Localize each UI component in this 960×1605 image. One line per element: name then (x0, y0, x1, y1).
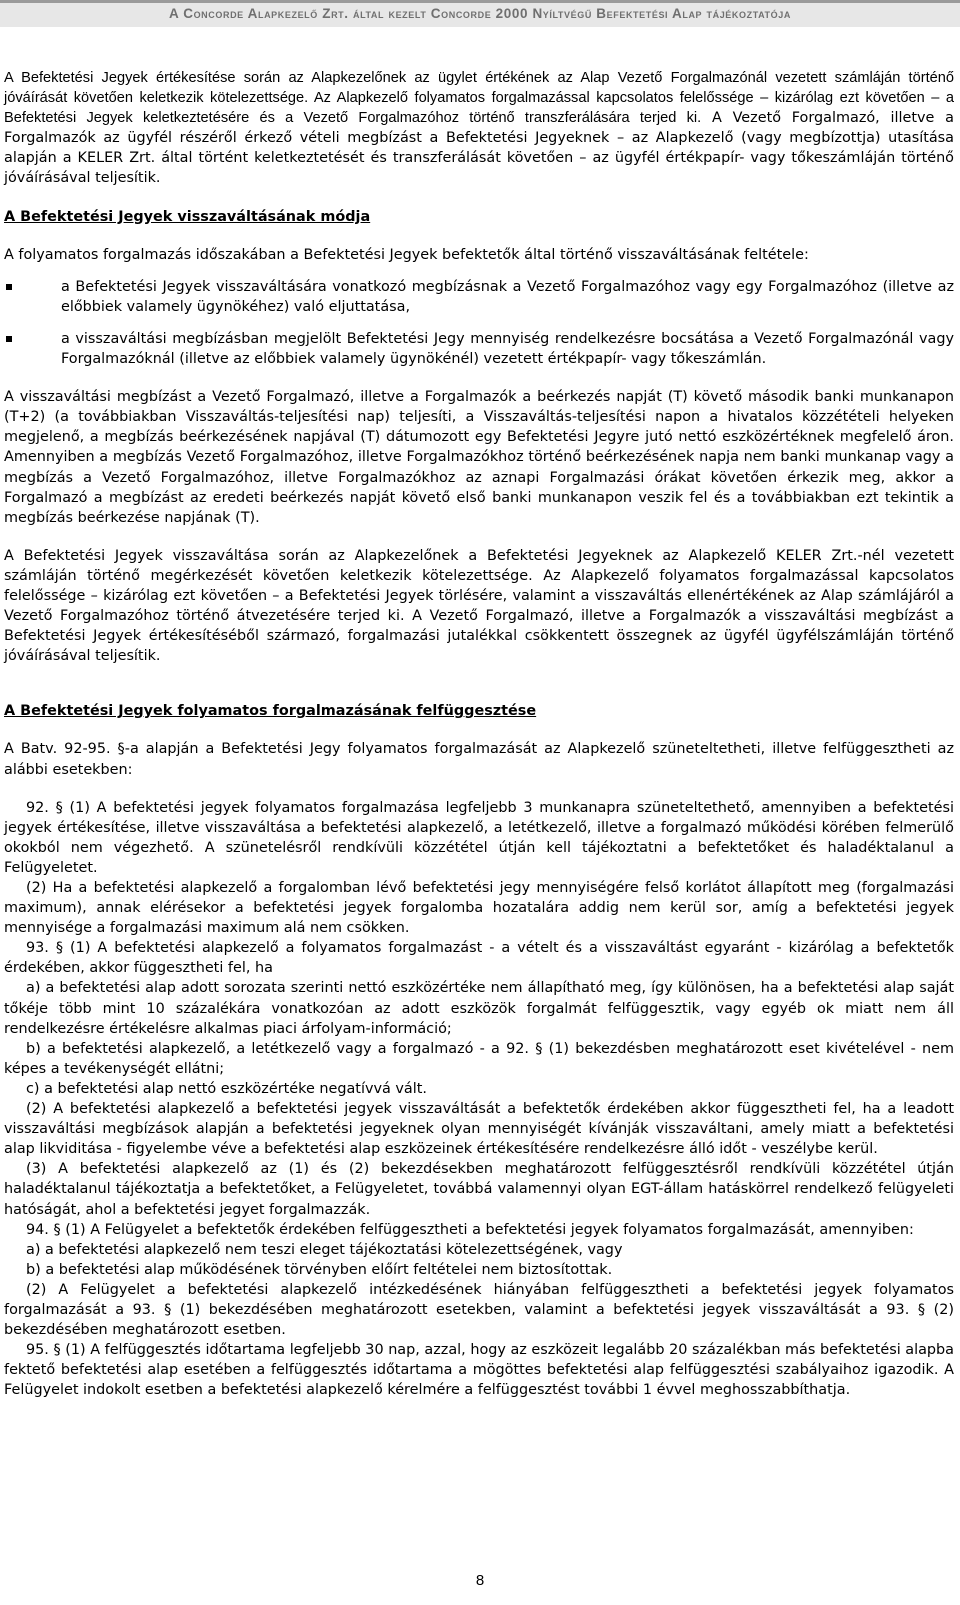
legal-clause-93-c: c) a befektetési alap nettó eszközértéke negatívvá vált. (26, 1080, 427, 1097)
legal-clause-92-2: (2) Ha a befektetési alapkezelő a forgalomban lévő befektetési jegy mennyiségére felső korlátot állapított meg (forgalmazási maximum), annak elérésekor a befektetési jegyek forgalomba hozatalára addig nem kerül sor, amíg a befektetési jegyek mennyisége a forgalmazási maximum alá nem csökken. (4, 880, 954, 937)
legal-clause-93-3: (3) A befektetési alapkezelő az (1) és (2) bekezdésekben meghatározott felfüggesztésről rendkívüli közzététel útján haladéktalanul tájékoztatja a befektetőket, a Felügyeletet, továbbá valamennyi olyan EGT-állam hatáskörrel rendelkező felügyeleti hatóságát, ahol a befektetési jegyet forgalmazzák. (4, 1161, 954, 1218)
section-heading-suspension: A Befektetési Jegyek folyamatos forgalmazásának felfüggesztése (4, 703, 537, 720)
section-heading-redemption: A Befektetési Jegyek visszaváltásának módja (4, 208, 371, 225)
list-item (4, 277, 954, 317)
legal-clause-93-2: (2) A befektetési alapkezelő a befektetési jegyek visszaváltását a befektetők érdekében akkor függesztheti fel, ha a leadott visszaváltási megbízások alapján a befektetési jegyeknek olyan mennyiségét kívánják visszaváltani, amely miatt a befektetési alap likviditása - figyelembe véve a befektetési alap eszközeinek értékesítésére rendelkezésre álló időt - veszélybe kerül. (4, 1101, 954, 1158)
legal-clause-94-2: (2) A Felügyelet a befektetési alapkezelő intézkedésének hiányában felfüggesztheti a befektetési jegyek folyamatos forgalmazását a 93. § (1) bekezdésében meghatározott esetekben, valamint a befektetési jegyek visszaváltását a 93. § (2) bekezdésében meghatározott esetben. (4, 1281, 954, 1339)
list-item-text: a Befektetési Jegyek visszaváltására vonatkozó megbízásnak a Vezető Forgalmazóhoz vagy egy Forgalmazóhoz (illetve az előbbiek valamely ügynökéhez) való eljuttatása, (61, 278, 954, 315)
document-header (0, 0, 960, 27)
legal-clause-94-b: b) a befektetési alap működésének törvényben előírt feltételei nem biztosítottak. (26, 1261, 613, 1278)
paragraph-redemption-timing: A visszaváltási megbízást a Vezető Forgalmazó, illetve a Forgalmazók a beérkezés napját (T) követő második banki munkanapon (T+2) (a továbbiakban Visszaváltás-teljesítési nap) teljesíti, a Visszaváltás-teljesítési napon a hivatalos közzétételi helyeken megjelenő, a megbízás beérkezésének napjával (T) dátumozott egy Befektetési Jegyre jutó nettó eszközértéknek megfelelő áron. Amennyiben a megbízás Vezető Forgalmazóhoz, illetve Forgalmazókhoz történő beérkezésének napja nem banki munkanap vagy a megbízás a Vezető Forgalmazóhoz, illetve Forgalmazókhoz az aznapi Forgalmazási órákat követően érkezik meg, akkor a Forgalmazó a megbízást az eredeti beérkezés napját követő első banki munkanapon veszik fel és a továbbiakban ezt tekintik a megbízás beérkezése napjának (T). (4, 389, 954, 526)
paragraph-redemption-condition: A folyamatos forgalmazás időszakában a Befektetési Jegyek befektetők által történő visszaváltásának feltétele: (4, 246, 809, 263)
paragraph-redemption-obligation: A Befektetési Jegyek visszaváltása során az Alapkezelőnek a Befektetési Jegyeknek az Alapkezelő KELER Zrt.-nél vezetett számláján történő megérkezését követően keletkezik kötelezettsége. Az Alapkezelő folyamatos forgalmazással kapcsolatos felelőssége – kizárólag ezt követően – a Befektetési Jegyek törlésére, valamint a visszaváltás ellenértékének az Alap számlájáról a Vezető Forgalmazóhoz történő átvezetésére terjed ki. A Vezető Forgalmazó, illetve a Forgalmazók a visszaváltási megbízást a Befektetési Jegyek értékesítéséből származó, forgalmazási jutalékkal csökkentett összegnek az ügyfél ügyfélszámláján történő jóváírásával teljesítik. (4, 547, 954, 665)
paragraph-issuance-part2: A Vezető Forgalmazó, illetve a Forgalmazók az ügyfél részéről érkező vételi megbízást a Befektetési Jegyeknek – az Alapkezelő (vagy megbízottja) utasítása alapján a KELER Zrt. által történt keletkeztetését és transzferálását követően – az ügyfél értékpapír- vagy tőkeszámláján történő jóváírásával teljesítik. (4, 110, 954, 187)
legal-clause-95-1: 95. § (1) A felfüggesztés időtartama legfeljebb 30 nap, azzal, hogy az eszközeit legalább 20 százalékban más befektetési alapba fektető befektetési alap esetében a felfüggesztés időtartama a mögöttes befektetési alap felfüggesztési szabályaihoz igazodik. A Felügyelet indokolt esetben a befektetési alapkezelő kérelmére a felfüggesztést további 1 évvel meghosszabbíthatja. (4, 1342, 954, 1399)
document-body (4, 68, 954, 1400)
legal-clause-94-1: 94. § (1) A Felügyelet a befektetők érdekében felfüggesztheti a befektetési jegyek folyamatos forgalmazását, amennyiben: (26, 1221, 914, 1238)
bullet-marker (6, 336, 12, 342)
bullet-marker (6, 284, 12, 290)
legal-clause-92-1: 92. § (1) A befektetési jegyek folyamatos forgalmazása legfeljebb 3 munkanapra szüneteltethető, amennyiben a befektetési jegyek értékesítése, illetve visszaváltása a befektetési alapkezelő, a letétkezelő, illetve a forgalmazó működési körében felmerülő okokból nem végezhető. A szünetelésről rendkívüli közzététel útján kell tájékoztatni a befektetőket és haladéktalanul a Felügyeletet. (4, 799, 954, 876)
paragraph-issuance-part1: A Befektetési Jegyek értékesítése során az Alapkezelőnek az ügylet értékének az Alap Vezető Forgalmazónál vezetett számláján történő jóváírását követően keletkezik kötelezettsége. Az Alapkezelő folyamatos forgalmazással kapcsolatos felelőssége – kizárólag ezt követően – a Befektetési Jegyek keletkeztetésére és a Vezető Forgalmazóhoz történő transzferálására terjed ki. (4, 70, 954, 127)
paragraph-suspension-intro: A Batv. 92-95. §-a alapján a Befektetési Jegy folyamatos forgalmazását az Alapkezelő szüneteltetheti, illetve felfüggesztheti az alábbi esetekben: (4, 741, 954, 778)
page-number: 8 (475, 1572, 485, 1589)
list-item-text: a visszaváltási megbízásban megjelölt Befektetési Jegy mennyiség rendelkezésre bocsátása a Vezető Forgalmazónál vagy Forgalmazóknál (illetve az előbbiek valamely ügynökénél) vezetett értékpapír- vagy tőkeszámlán. (61, 330, 954, 368)
legal-clause-93-b: b) a befektetési alapkezelő, a letétkezelő vagy a forgalmazó - a 92. § (1) bekezdésben meghatározott eset kivételével - nem képes a tevékenységét ellátni; (4, 1040, 954, 1077)
list-item (4, 329, 954, 369)
legal-clause-94-a: a) a befektetési alapkezelő nem teszi eleget tájékoztatási kötelezettségének, vagy (26, 1241, 623, 1258)
legal-clause-93-1: 93. § (1) A befektetési alapkezelő a folyamatos forgalmazást - a vételt és a visszaváltást egyaránt - kizárólag a befektetők érdekében, akkor függesztheti fel, ha (4, 940, 954, 977)
paragraph-issuance (4, 68, 954, 189)
legal-clause-93-a: a) a befektetési alap adott sorozata szerinti nettó eszközértéke nem állapítható meg, így különösen, ha a befektetési alap saját tőkéje több mint 10 százalékára vonatkozóan az adott eszközök forgalmát felfüggesztik, vagy egyéb ok miatt nem áll rendelkezésre értékelésre alkalmas piaci árfolyam-információ; (4, 980, 954, 1037)
header-title: A Concorde Alapkezelő Zrt. által kezelt Concorde 2000 Nyíltvégű Befektetési Alap tájékoztatója (169, 6, 791, 21)
